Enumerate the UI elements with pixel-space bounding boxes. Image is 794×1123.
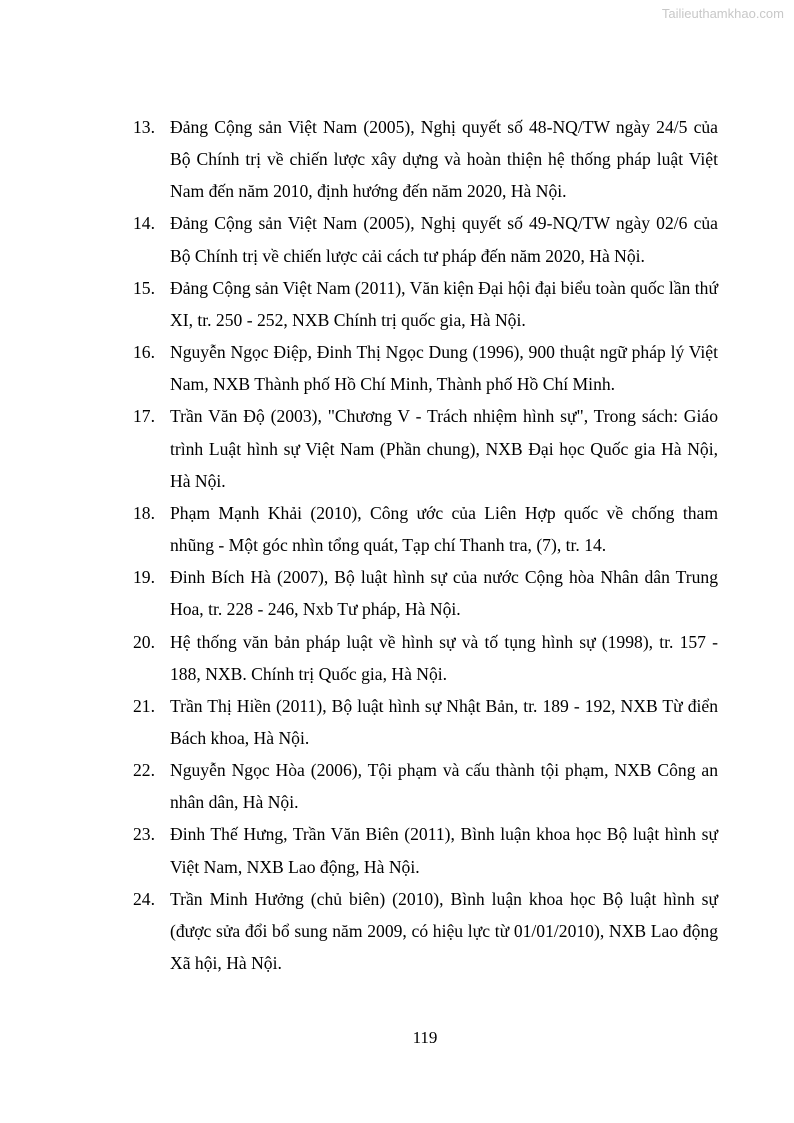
reference-number: 24.: [133, 888, 155, 909]
watermark: Tailieuthamkhao.com: [661, 6, 784, 21]
reference-number: 23.: [133, 824, 155, 845]
reference-text: Trần Văn Độ (2003), "Chương V - Trách nhiệm hình sự", Trong sách: Giáo trình Luật hình sự Việt Nam (Phần chung), NXB Đại học Quốc gia Hà Nội, Hà Nội.: [170, 406, 718, 491]
reference-number: 20.: [133, 631, 155, 652]
reference-item: [133, 336, 718, 400]
reference-text: Đảng Cộng sản Việt Nam (2005), Nghị quyết số 49-NQ/TW ngày 02/6 của Bộ Chính trị về chiến lược cải cách tư pháp đến năm 2020, Hà Nội.: [170, 213, 718, 266]
reference-item: [133, 272, 718, 336]
reference-text: Phạm Mạnh Khải (2010), Công ước của Liên Hợp quốc về chống tham nhũng - Một góc nhìn tổng quát, Tạp chí Thanh tra, (7), tr. 14.: [170, 502, 718, 556]
reference-number: 13.: [133, 117, 155, 137]
reference-text: Đinh Bích Hà (2007), Bộ luật hình sự của nước Cộng hòa Nhân dân Trung Hoa, tr. 228 - 246, Nxb Tư pháp, Hà Nội.: [170, 567, 718, 620]
reference-number: 21.: [133, 695, 155, 716]
reference-number: 14.: [133, 213, 155, 234]
reference-text: Trần Minh Hưởng (chủ biên) (2010), Bình luận khoa học Bộ luật hình sự (được sửa đổi bổ sung năm 2009, có hiệu lực từ 01/01/2010), NXB Lao động Xã hội, Hà Nội.: [170, 888, 718, 974]
reference-item: [133, 690, 718, 754]
reference-number: 19.: [133, 567, 155, 588]
reference-text: Đảng Cộng sản Việt Nam (2011), Văn kiện Đại hội đại biểu toàn quốc lần thứ XI, tr. 250 - 252, NXB Chính trị quốc gia, Hà Nội.: [170, 277, 718, 330]
page-number: 119: [412, 1028, 438, 1047]
reference-item: [133, 497, 718, 561]
reference-number: 22.: [133, 760, 155, 781]
reference-item: [133, 207, 718, 271]
reference-text: Nguyễn Ngọc Hòa (2006), Tội phạm và cấu thành tội phạm, NXB Công an nhân dân, Hà Nội.: [170, 760, 718, 813]
reference-text: Hệ thống văn bản pháp luật về hình sự và tố tụng hình sự (1998), tr. 157 - 188, NXB. Chính trị Quốc gia, Hà Nội.: [170, 631, 718, 684]
reference-item: [133, 111, 718, 207]
reference-item: [133, 883, 718, 979]
reference-number: 18.: [133, 502, 155, 523]
reference-item: [133, 626, 718, 690]
reference-text: Đảng Cộng sản Việt Nam (2005), Nghị quyết số 48-NQ/TW ngày 24/5 của Bộ Chính trị về chiến lược xây dựng và hoàn thiện hệ thống pháp luật Việt Nam đến năm 2010, định hướng đến năm 2020, Hà Nội.: [170, 117, 718, 202]
reference-item: [133, 400, 718, 496]
reference-item: [133, 561, 718, 625]
reference-list: [133, 111, 718, 979]
reference-item: [133, 818, 718, 882]
reference-text: Trần Thị Hiền (2011), Bộ luật hình sự Nhật Bản, tr. 189 - 192, NXB Từ điển Bách khoa, Hà Nội.: [170, 695, 718, 748]
reference-number: 15.: [133, 277, 155, 298]
reference-text: Nguyễn Ngọc Điệp, Đinh Thị Ngọc Dung (1996), 900 thuật ngữ pháp lý Việt Nam, NXB Thành phố Hồ Chí Minh, Thành phố Hồ Chí Minh.: [170, 342, 718, 395]
reference-text: Đinh Thế Hưng, Trần Văn Biên (2011), Bình luận khoa học Bộ luật hình sự Việt Nam, NXB Lao động, Hà Nội.: [170, 824, 718, 877]
reference-item: [133, 754, 718, 818]
reference-number: 16.: [133, 342, 155, 363]
reference-number: 17.: [133, 406, 155, 427]
